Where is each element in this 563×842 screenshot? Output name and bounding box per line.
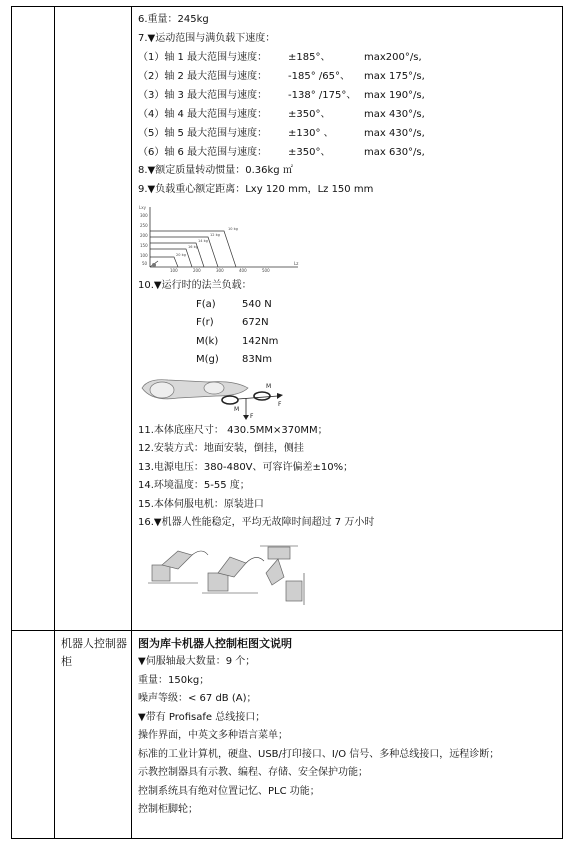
moment-label: M xyxy=(266,382,272,390)
motion-range-title: 7.▼运动范围与满负载下速度： xyxy=(138,32,276,44)
curve-label: 10 kg xyxy=(228,227,238,231)
axis-label: （3）轴 3 最大范围与速度： xyxy=(138,90,268,101)
axis-range: ±350°、 xyxy=(288,147,331,158)
axis-4-line xyxy=(138,105,562,124)
spec-base-size: 11.本体底座尺寸： 430.5MM×370MM； xyxy=(138,424,328,436)
curve-label: 14 kg xyxy=(198,239,208,243)
axis-speed: max 175°/s, xyxy=(364,71,425,82)
load-name: F(a) xyxy=(196,298,216,310)
axis-3-line xyxy=(138,86,562,105)
spec-stability: 16.▼机器人性能稳定，平均无故障时间超过 7 万小时 xyxy=(138,517,375,528)
robot-joint xyxy=(150,382,174,398)
moment-ring xyxy=(254,392,270,400)
robot-base xyxy=(208,573,228,591)
moment-ring xyxy=(222,396,238,404)
controller-line: ▼带有 Profisafe 总线接口； xyxy=(138,711,266,723)
load-name: F(r) xyxy=(196,317,214,328)
controller-line: ▼伺服轴最大数量：9 个； xyxy=(138,656,256,667)
y-tick-label: 250 xyxy=(140,223,148,228)
axis-6-line xyxy=(138,143,562,162)
axis-1-line xyxy=(138,48,562,67)
table-cell-item xyxy=(55,7,132,631)
table-row xyxy=(12,7,563,631)
controller-line: 控制系统具有绝对位置记忆、PLC 功能； xyxy=(138,785,320,797)
spec-voltage: 13.电源电压：380-480V、可容许偏差±10%； xyxy=(138,461,354,473)
axis-speed: max 430°/s, xyxy=(364,109,425,120)
flange-load-title: 10.▼运行时的法兰负载： xyxy=(138,280,252,291)
controller-line: 重量：150kg； xyxy=(138,674,210,686)
axis-speed: max 630°/s, xyxy=(364,147,425,158)
curve-label: 12 kg xyxy=(210,233,220,237)
force-arrow xyxy=(238,396,278,399)
moment-label: M xyxy=(234,405,240,413)
axis-label: （2）轴 2 最大范围与速度： xyxy=(138,71,268,82)
controller-line: 控制柜脚轮； xyxy=(138,804,198,815)
axis-label: （5）轴 5 最大范围与速度： xyxy=(138,128,268,139)
flange-load-row xyxy=(196,296,562,315)
axis-label: （4）轴 4 最大范围与速度： xyxy=(138,109,268,120)
force-label: F xyxy=(250,412,254,420)
spec-install: 12.安装方式：地面安装，倒挂，侧挂 xyxy=(138,443,304,454)
load-value: 672N xyxy=(242,317,269,328)
axis-range: -185° /65°、 xyxy=(288,71,350,82)
load-value: 540 N xyxy=(242,298,272,310)
table-row xyxy=(12,631,563,839)
flange-load-row xyxy=(196,333,562,352)
axis-range: ±185°、 xyxy=(288,52,331,63)
spec-servo: 15.本体伺服电机：原装进口 xyxy=(138,498,264,510)
arrowhead-icon xyxy=(243,415,249,420)
y-tick-label: 300 xyxy=(140,213,148,218)
spec-load-center: 9.▼负载重心额定距离：Lxy 120 mm，Lz 150 mm xyxy=(138,183,374,195)
robot-mounting-diagram xyxy=(148,543,308,607)
axis-range: ±130° 、 xyxy=(288,128,334,139)
flange-force-diagram xyxy=(138,374,288,422)
axis-range: -138° /175°、 xyxy=(288,90,357,101)
spec-weight: 6.重量：245kg xyxy=(138,14,209,25)
controller-title: 图为库卡机器人控制柜图文说明 xyxy=(138,637,292,650)
controller-line: 标准的工业计算机，硬盘、USB/打印接口、I/O 信号、多种总线接口，远程诊断； xyxy=(138,748,500,760)
axis-range: ±350°、 xyxy=(288,109,331,120)
x-tick-label: 300 xyxy=(216,268,224,273)
spec-temperature: 14.环境温度：5-55 度； xyxy=(138,480,250,491)
robot-base xyxy=(268,547,290,559)
controller-spec-cell xyxy=(132,631,563,839)
axis-5-line xyxy=(138,124,562,143)
y-tick-label: 200 xyxy=(140,233,148,238)
origin-marker xyxy=(152,263,156,267)
y-tick-label: 150 xyxy=(140,243,148,248)
dimension-arc xyxy=(192,551,208,555)
table-cell-index xyxy=(12,631,55,839)
axis-2-line xyxy=(138,67,562,86)
axis-speed: max 430°/s, xyxy=(364,128,425,139)
curve-label: 20 kg xyxy=(176,253,186,257)
load-diagram xyxy=(138,203,308,275)
table-cell-index xyxy=(12,7,55,631)
controller-line: 示教控制器具有示教、编程、存储、安全保护功能； xyxy=(138,767,368,778)
flange-load-row xyxy=(196,351,562,370)
x-axis-label: Lz xyxy=(294,261,299,266)
curve-label: 16 kg xyxy=(188,245,198,249)
flange-load-list xyxy=(196,296,562,370)
load-name: M(g) xyxy=(196,354,219,365)
controller-line: 操作界面，中英文多种语言菜单； xyxy=(138,730,288,741)
robot-arm xyxy=(266,559,284,585)
controller-line: 噪声等级：< 67 dB (A)； xyxy=(138,693,257,704)
load-value: 142Nm xyxy=(242,335,279,347)
row-label-text: 机器人控制器柜 xyxy=(61,637,127,668)
robot-base xyxy=(152,565,170,581)
spec-table xyxy=(11,6,563,839)
axis-speed: max200°/s, xyxy=(364,52,422,63)
controller-row-label xyxy=(55,631,132,839)
spec-inertia: 8.▼额定质量转动惯量：0.36kg ㎡ xyxy=(138,165,293,176)
flange-load-row xyxy=(196,314,562,333)
axis-label: （1）轴 1 最大范围与速度： xyxy=(138,52,268,63)
dimension-arc xyxy=(246,557,264,563)
x-tick-label: 400 xyxy=(239,268,247,273)
y-tick-label: 50 xyxy=(142,261,148,266)
robot-arm xyxy=(218,557,246,577)
force-label: F xyxy=(278,400,282,408)
robot-base xyxy=(286,581,302,601)
load-value: 83Nm xyxy=(242,354,272,365)
load-name: M(k) xyxy=(196,335,219,347)
x-tick-label: 500 xyxy=(262,268,270,273)
x-tick-label: 100 xyxy=(170,268,178,273)
y-axis-label: Lxy xyxy=(139,205,146,210)
x-tick-label: 200 xyxy=(193,268,201,273)
robot-spec-cell xyxy=(132,7,563,631)
robot-joint xyxy=(204,382,224,394)
axis-label: （6）轴 6 最大范围与速度： xyxy=(138,147,268,158)
arrowhead-icon xyxy=(277,393,283,399)
robot-arm xyxy=(162,551,192,569)
y-tick-label: 100 xyxy=(140,253,148,258)
axis-speed: max 190°/s, xyxy=(364,90,425,101)
